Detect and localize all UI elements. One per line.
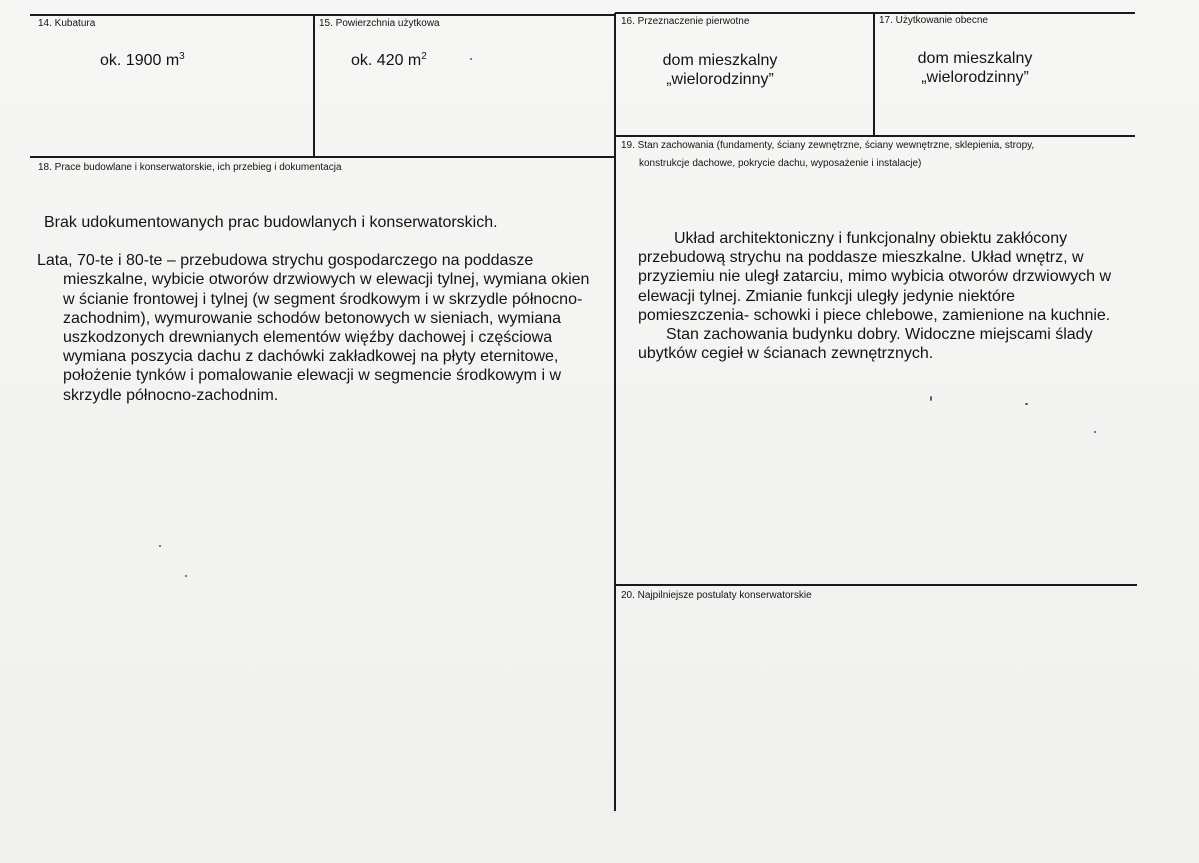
- field-18-text: [37, 213, 604, 405]
- field-19-label-line1: 19. Stan zachowania (fundamenty, ściany zewnętrzne, ściany wewnętrzne, sklepienia, stropy,: [621, 140, 1035, 151]
- field-15-value-exponent: 2: [421, 51, 427, 62]
- field-18-paragraph-1: Brak udokumentowanych prac budowlanych i konserwatorskich.: [44, 214, 498, 231]
- field-19-text: [638, 229, 1130, 363]
- field-15-value-text: ok. 420 m: [351, 52, 422, 69]
- rule-above-18: [30, 156, 615, 158]
- scan-speck: [185, 575, 187, 577]
- field-18-label: 18. Prace budowlane i konserwatorskie, ich przebieg i dokumentacja: [38, 162, 342, 173]
- field-15-label: 15. Powierzchnia użytkowa: [319, 18, 440, 29]
- field-16-label: 16. Przeznaczenie pierwotne: [621, 16, 750, 27]
- scan-speck: [159, 545, 161, 547]
- field-14-label: 14. Kubatura: [38, 18, 96, 29]
- scan-speck: [1025, 403, 1028, 405]
- field-19-paragraph-1: Układ architektoniczny i funkcjonalny obiektu zakłócony przebudową strychu na poddasze mieszkalne. Układ wnętrz, w przyziemiu nie uległ zatarciu, mimo wybicia otworów drzwiowych w elewacji tylnej. Zmianie funkcji uległy jedynie niektóre pomieszczenia- schowki i piece chlebowe, zamienione na kuchnie.: [638, 230, 1112, 324]
- field-14-value: [100, 51, 185, 70]
- field-17-value-line1: dom mieszkalny: [917, 50, 1033, 67]
- field-16-value-line2: „wielorodzinny”: [666, 71, 774, 88]
- divider-center: [614, 13, 616, 811]
- field-14-value-text: ok. 1900 m: [100, 52, 180, 69]
- field-19-label-line2: konstrukcje dachowe, pokrycie dachu, wyposażenie i instalacje): [639, 158, 922, 169]
- field-17-value-line2: „wielorodzinny”: [921, 69, 1029, 86]
- field-17-label: 17. Użytkowanie obecne: [879, 15, 988, 26]
- scan-speck: [930, 396, 932, 401]
- scan-speck: [470, 58, 472, 60]
- scan-speck: [1094, 431, 1096, 433]
- field-20-label: 20. Najpilniejsze postulaty konserwatorskie: [621, 590, 812, 601]
- field-19-paragraph-2: Stan zachowania budynku dobry. Widoczne miejscami ślady ubytków cegieł w ścianach zewnętrznych.: [638, 326, 1093, 363]
- field-15-value: [351, 51, 427, 70]
- field-16-value: [620, 51, 820, 89]
- rule-above-20: [615, 584, 1137, 586]
- field-14-value-exponent: 3: [179, 51, 185, 62]
- field-16-value-line1: dom mieszkalny: [662, 52, 778, 69]
- field-17-value: [875, 49, 1075, 87]
- divider-14-15: [313, 14, 315, 156]
- field-18-paragraph-2: Lata, 70-te i 80-te – przebudowa strychu gospodarczego na poddasze mieszkalne, wybicie otworów drzwiowych w elewacji tylnej, wymiana okien w ścianie frontowej i tylnej (w segment środkowym i w skrzydle północno-zachodnim), wymurowanie schodów betonowych w sieniach, wymiana uszkodzonych drewnianych elementów więźby dachowej i częściowa wymiana poszycia dachu z dachówki zakładkowej na płyty eternitowe, położenie tynków i pomalowanie elewacji w segmencie środkowym i w skrzydle północno-zachodnim.: [37, 252, 590, 404]
